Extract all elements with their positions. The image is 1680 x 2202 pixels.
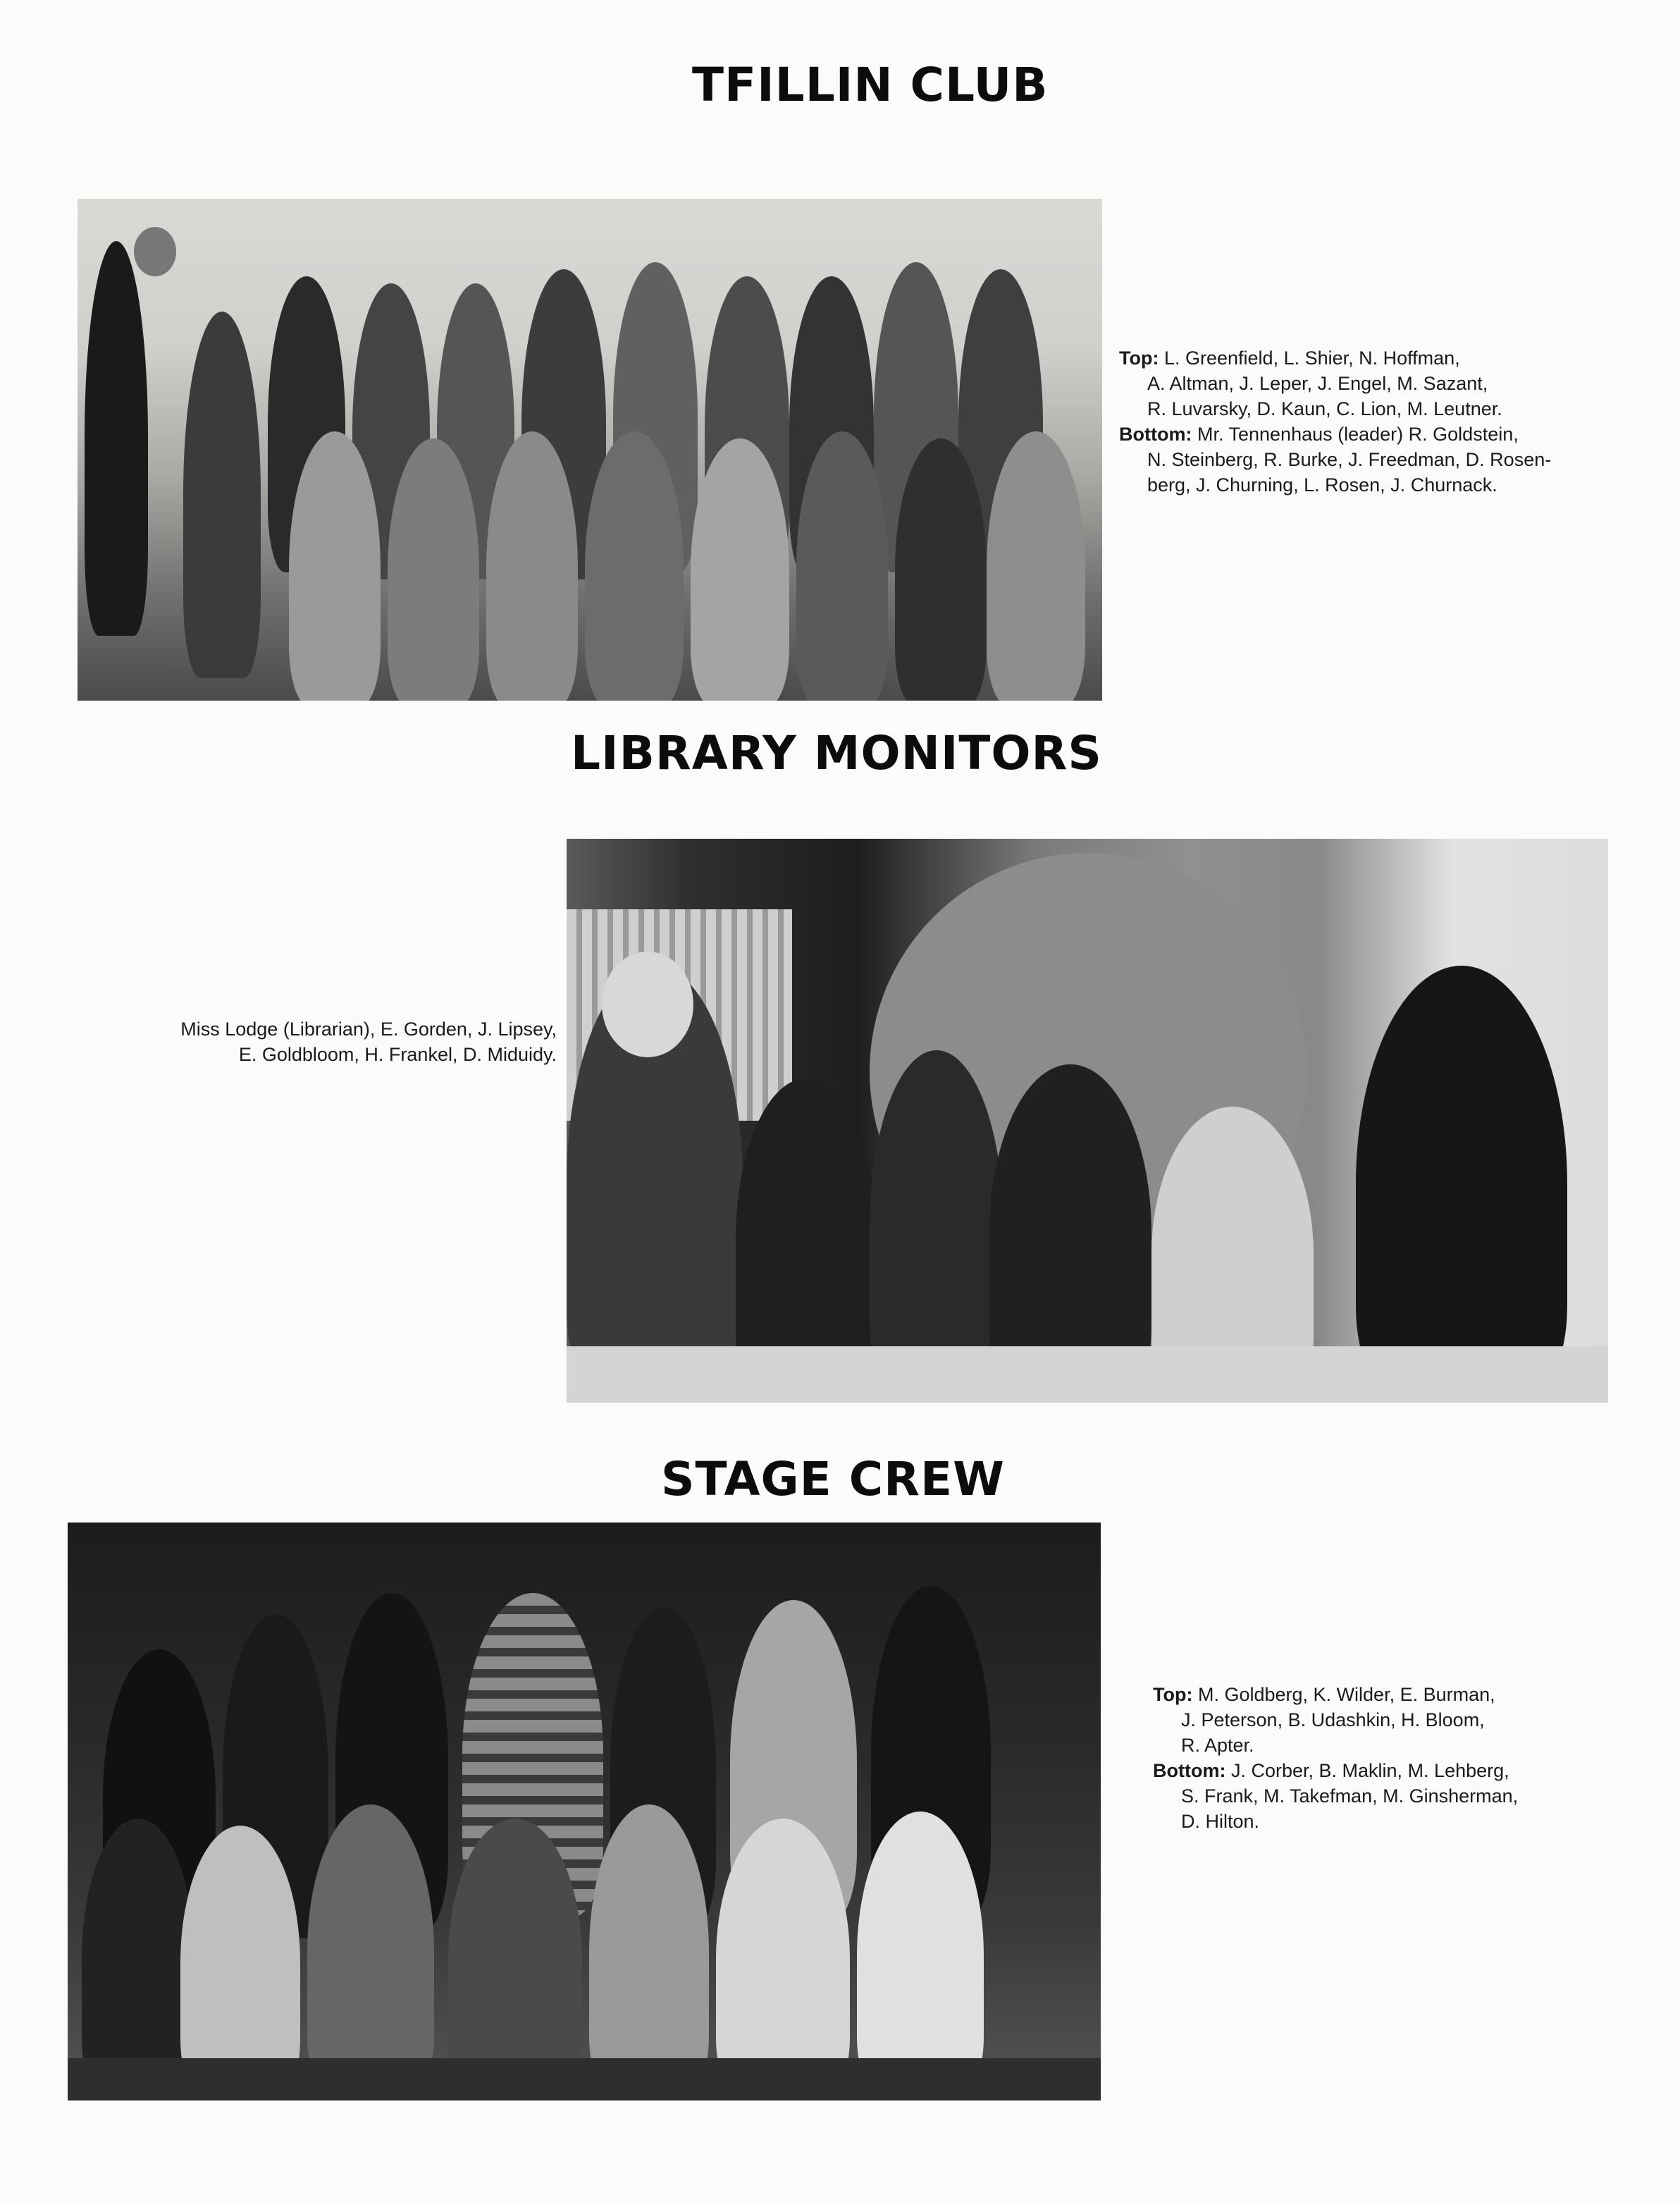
- caption-line: L. Greenfield, L. Shier, N. Hoffman,: [1163, 347, 1460, 369]
- caption-line: D. Hilton.: [1181, 1811, 1260, 1832]
- tfillin-club-photo: [78, 199, 1102, 701]
- caption-line: R. Apter.: [1181, 1735, 1254, 1756]
- caption-line: S. Frank, M. Takefman, M. Ginsherman,: [1181, 1785, 1519, 1807]
- caption-line: Mr. Tennenhaus (leader) R. Goldstein,: [1197, 424, 1519, 445]
- library-monitors-caption: [70, 1016, 557, 1067]
- caption-line: R. Luvarsky, D. Kaun, C. Lion, M. Leutner.: [1147, 398, 1502, 419]
- caption-line: J. Peterson, B. Udashkin, H. Bloom,: [1181, 1709, 1485, 1730]
- stage-crew-photo: [68, 1523, 1101, 2100]
- caption-top-label: Top:: [1119, 347, 1159, 369]
- caption-bottom-label: Bottom:: [1119, 424, 1192, 445]
- library-monitors-title: LIBRARY MONITORS: [571, 726, 1102, 780]
- stage-crew-title: STAGE CREW: [661, 1452, 1005, 1506]
- caption-line: A. Altman, J. Leper, J. Engel, M. Sazant,: [1147, 373, 1488, 394]
- tfillin-club-caption: [1119, 345, 1669, 498]
- caption-line: M. Goldberg, K. Wilder, E. Burman,: [1197, 1684, 1495, 1705]
- caption-line: Miss Lodge (Librarian), E. Gorden, J. Lipsey,: [180, 1019, 557, 1040]
- caption-line: J. Corber, B. Maklin, M. Lehberg,: [1230, 1760, 1509, 1781]
- stage-crew-caption: [1153, 1682, 1646, 1834]
- caption-top-label: Top:: [1153, 1684, 1193, 1705]
- caption-line: E. Goldbloom, H. Frankel, D. Miduidy.: [238, 1044, 557, 1065]
- library-monitors-photo: [567, 839, 1608, 1403]
- caption-line: berg, J. Churning, L. Rosen, J. Churnack.: [1147, 474, 1497, 496]
- tfillin-club-title: TFILLIN CLUB: [692, 58, 1049, 112]
- caption-line: N. Steinberg, R. Burke, J. Freedman, D. Rosen-: [1147, 449, 1552, 470]
- caption-bottom-label: Bottom:: [1153, 1760, 1226, 1781]
